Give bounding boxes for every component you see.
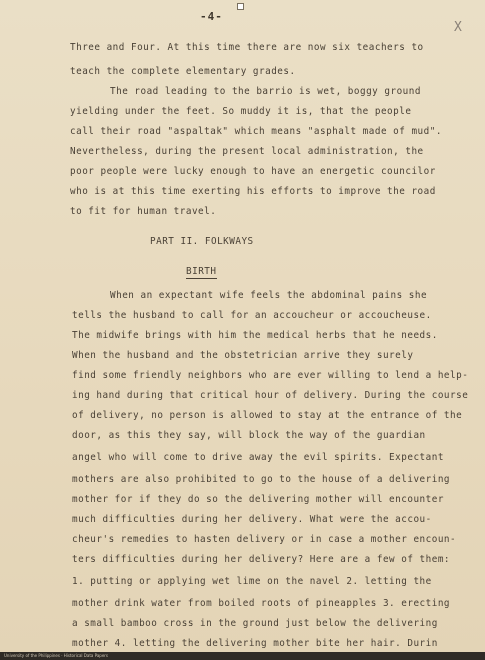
text-line: mother 4. letting the delivering mother bite her hair. Durin	[72, 638, 438, 649]
text-line: tells the husband to call for an accoucheur or accoucheuse.	[72, 310, 432, 321]
text-line: The midwife brings with him the medical herbs that he needs.	[72, 330, 438, 341]
text-line: Nevertheless, during the present local administration, the	[70, 146, 424, 157]
corner-mark: X	[454, 20, 462, 35]
text-line: door, as this they say, will block the way of the guardian	[72, 430, 426, 441]
text-line: mother drink water from boiled roots of pineapples 3. erecting	[72, 598, 451, 609]
text-line: The road leading to the barrio is wet, boggy ground	[110, 86, 421, 97]
text-line: mother for if they do so the delivering mother will encounter	[72, 494, 444, 505]
text-line: Three and Four. At this time there are now six teachers to	[70, 42, 424, 53]
text-line: a small bamboo cross in the ground just below the delivering	[72, 618, 438, 629]
section-heading	[186, 266, 217, 277]
text-line: call their road "aspaltak" which means "asphalt made of mud".	[70, 126, 442, 137]
text-line: poor people were lucky enough to have an energetic councilor	[70, 166, 436, 177]
text-line: ters difficulties during her delivery? Here are a few of them:	[72, 554, 451, 565]
text-line: who is at this time exerting his efforts to improve the road	[70, 186, 436, 197]
text-line: find some friendly neighbors who are ever willing to lend a help-	[72, 370, 469, 381]
text-line: When the husband and the obstetrician arrive they surely	[72, 350, 414, 361]
text-line: teach the complete elementary grades.	[70, 66, 296, 77]
section-heading-text: BIRTH	[186, 266, 217, 277]
text-line: 1. putting or applying wet lime on the navel 2. letting the	[72, 576, 432, 587]
text-line: yielding under the feet. So muddy it is, that the people	[70, 106, 412, 117]
text-line: ing hand during that critical hour of delivery. During the course	[72, 390, 469, 401]
text-line: of delivery, no person is allowed to stay at the entrance of the	[72, 410, 463, 421]
punch-hole	[237, 3, 244, 10]
text-line: angel who will come to drive away the evil spirits. Expectant	[72, 452, 444, 463]
text-line: When an expectant wife feels the abdominal pains she	[110, 290, 428, 301]
text-line: to fit for human travel.	[70, 206, 217, 217]
page-number: -4-	[200, 10, 223, 23]
part-heading: PART II. FOLKWAYS	[150, 236, 254, 247]
text-line: much difficulties during her delivery. What were the accou-	[72, 514, 432, 525]
text-line: mothers are also prohibited to go to the house of a delivering	[72, 474, 451, 485]
text-line: cheur's remedies to hasten delivery or in case a mother encoun-	[72, 534, 457, 545]
footer-text: University of the Philippines · Historical Data Papers	[4, 653, 109, 658]
